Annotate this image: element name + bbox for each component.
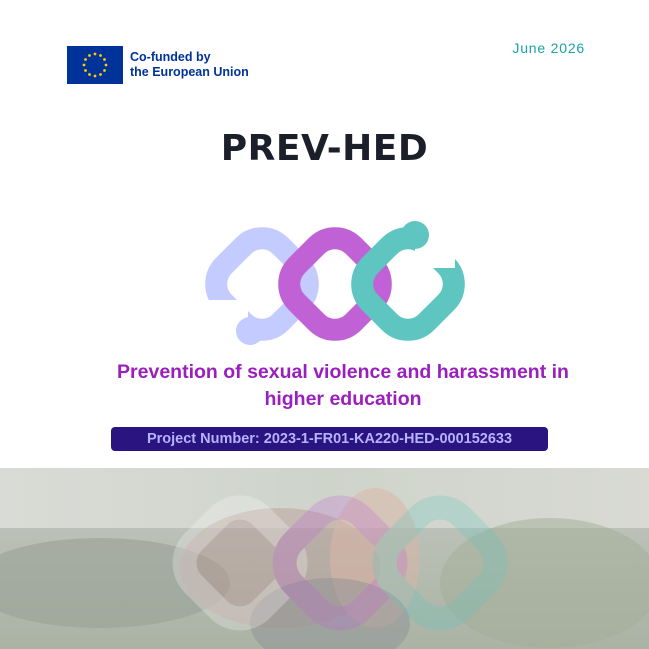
project-subtitle bbox=[60, 359, 626, 413]
watermark-rings-icon bbox=[150, 478, 530, 648]
funding-text bbox=[130, 50, 249, 80]
eu-funding-logo bbox=[67, 46, 249, 84]
funding-line-1: Co-funded by bbox=[130, 50, 211, 64]
subtitle-line-2: higher education bbox=[264, 388, 422, 410]
interlocking-rings-logo-icon bbox=[190, 214, 480, 359]
subtitle-line-1: Prevention of sexual violence and harassment in bbox=[117, 361, 569, 383]
funding-line-2: the European Union bbox=[130, 65, 249, 79]
page-title: PREV-HED bbox=[220, 128, 429, 169]
eu-flag-icon bbox=[67, 46, 123, 84]
project-number-badge: Project Number: 2023-1-FR01-KA220-HED-000152633 bbox=[111, 427, 548, 451]
background-photo bbox=[0, 468, 649, 649]
publication-date: June 2026 bbox=[512, 40, 585, 56]
